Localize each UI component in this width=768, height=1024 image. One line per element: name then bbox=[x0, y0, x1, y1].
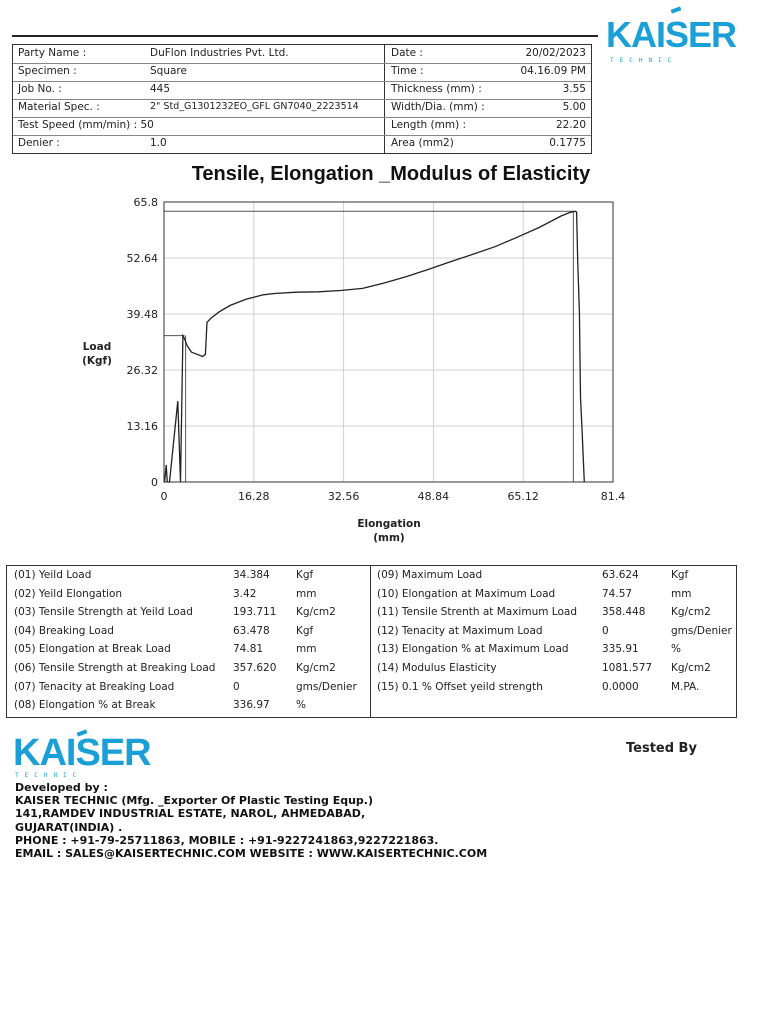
date-label: Date : bbox=[391, 47, 423, 59]
result-value: 193.711 bbox=[233, 606, 277, 619]
denier-value: 1.0 bbox=[150, 137, 167, 149]
result-value: 336.97 bbox=[233, 699, 270, 712]
result-label: (12) Tenacity at Maximum Load bbox=[377, 624, 543, 637]
y-axis-label-line2: (Kgf) bbox=[82, 355, 112, 367]
result-unit: mm bbox=[296, 587, 317, 600]
result-label: (04) Breaking Load bbox=[14, 624, 114, 637]
length-value: 22.20 bbox=[555, 119, 586, 131]
row-job bbox=[13, 81, 591, 99]
result-label: (09) Maximum Load bbox=[377, 569, 483, 581]
result-value: 335.91 bbox=[602, 643, 639, 656]
plot-frame bbox=[164, 202, 613, 482]
x-axis-label-line2: (mm) bbox=[373, 532, 405, 544]
result-unit: Kg/cm2 bbox=[671, 606, 711, 619]
address-line1: 141,RAMDEV INDUSTRIAL ESTATE, NAROL, AHMEDABAD, bbox=[15, 807, 366, 821]
result-label: (10) Elongation at Maximum Load bbox=[377, 587, 556, 600]
result-row bbox=[7, 606, 736, 624]
result-row bbox=[7, 643, 736, 661]
load-curve-line bbox=[164, 211, 584, 482]
footer-logo-sub: TECHNIC bbox=[15, 772, 83, 779]
result-unit: Kgf bbox=[296, 569, 314, 581]
result-label: (03) Tensile Strength at Yeild Load bbox=[14, 606, 193, 619]
header-rule bbox=[12, 35, 598, 37]
test-info-table bbox=[12, 44, 592, 154]
result-value: 34.384 bbox=[233, 569, 270, 581]
width-value: 5.00 bbox=[562, 101, 586, 113]
denier-label: Denier : bbox=[18, 137, 60, 149]
address-line2: GUJARAT(INDIA) . bbox=[15, 820, 123, 834]
developed-by: Developed by : bbox=[15, 781, 108, 794]
result-value: 63.624 bbox=[602, 569, 639, 581]
result-value: 357.620 bbox=[233, 662, 277, 674]
result-row bbox=[7, 588, 736, 606]
width-label: Width/Dia. (mm) : bbox=[391, 101, 485, 113]
row-specimen bbox=[13, 63, 591, 81]
result-unit: mm bbox=[671, 587, 692, 600]
date-value: 20/02/2023 bbox=[525, 47, 586, 59]
result-label: (14) Modulus Elasticity bbox=[377, 662, 497, 674]
result-value: 74.81 bbox=[233, 643, 264, 656]
developer-info bbox=[15, 781, 487, 860]
row-speed bbox=[13, 117, 591, 135]
result-label: (06) Tensile Strength at Breaking Load bbox=[14, 662, 216, 674]
y-tick-label: 65.8 bbox=[133, 196, 158, 209]
result-unit: % bbox=[296, 699, 306, 712]
thickness-value: 3.55 bbox=[562, 83, 586, 95]
result-unit: gms/Denier bbox=[671, 624, 732, 637]
row-material bbox=[13, 99, 591, 117]
result-unit: mm bbox=[296, 643, 317, 656]
y-tick-label: 0 bbox=[151, 476, 158, 489]
result-value: 358.448 bbox=[602, 606, 646, 619]
contact-phone: PHONE : +91-79-25711863, MOBILE : +91-9227241863,9227221863. bbox=[15, 833, 439, 847]
chart-title: Tensile, Elongation _Modulus of Elasticity bbox=[191, 163, 591, 185]
x-tick-label: 32.56 bbox=[327, 490, 360, 503]
result-unit: Kg/cm2 bbox=[296, 606, 336, 619]
header-logo bbox=[606, 12, 737, 72]
result-unit: gms/Denier bbox=[296, 680, 357, 693]
result-row bbox=[7, 569, 736, 587]
speed-label: Test Speed (mm/min) : 50 bbox=[18, 119, 154, 131]
specimen-label: Specimen : bbox=[18, 65, 77, 77]
specimen-value: Square bbox=[150, 65, 187, 77]
area-label: Area (mm2) bbox=[391, 137, 454, 149]
result-label: (11) Tensile Strenth at Maximum Load bbox=[377, 606, 577, 619]
result-unit: M.PA. bbox=[671, 680, 700, 693]
result-label: (13) Elongation % at Maximum Load bbox=[377, 643, 569, 656]
result-label: (05) Elongation at Break Load bbox=[14, 643, 171, 656]
y-tick-label: 13.16 bbox=[126, 420, 158, 433]
logo-sub: TECHNIC bbox=[610, 57, 678, 64]
result-value: 1081.577 bbox=[602, 662, 653, 674]
y-tick-label: 39.48 bbox=[126, 308, 158, 321]
result-value: 63.478 bbox=[233, 624, 270, 637]
tested-by: Tested By bbox=[626, 741, 697, 756]
material-label: Material Spec. : bbox=[18, 101, 100, 113]
result-unit: Kgf bbox=[671, 569, 689, 581]
result-row bbox=[7, 699, 736, 717]
logo-accent-icon bbox=[671, 6, 682, 13]
x-tick-label: 65.12 bbox=[507, 490, 539, 503]
result-value: 0.0000 bbox=[602, 680, 639, 693]
party-label: Party Name : bbox=[18, 47, 87, 59]
y-tick-label: 52.64 bbox=[126, 252, 158, 265]
time-value: 04.16.09 PM bbox=[520, 65, 586, 77]
time-label: Time : bbox=[391, 65, 424, 77]
result-label: (15) 0.1 % Offset yeild strength bbox=[377, 680, 543, 693]
x-axis-label bbox=[330, 517, 448, 545]
result-label: (08) Elongation % at Break bbox=[14, 699, 156, 712]
result-row bbox=[7, 625, 736, 643]
party-value: DuFlon Industries Pvt. Ltd. bbox=[150, 47, 289, 59]
y-tick-label: 26.32 bbox=[126, 364, 158, 377]
result-value: 0 bbox=[602, 624, 609, 637]
result-unit: Kgf bbox=[296, 624, 314, 637]
x-tick-label: 81.4 bbox=[600, 490, 626, 503]
x-tick-label: 16.28 bbox=[238, 490, 270, 503]
result-value: 74.57 bbox=[602, 587, 633, 600]
result-unit: Kg/cm2 bbox=[671, 662, 711, 674]
footer-logo bbox=[13, 728, 151, 783]
job-value: 445 bbox=[150, 83, 171, 95]
logo-brand: KAISER bbox=[606, 14, 737, 55]
load-elongation-chart bbox=[0, 190, 768, 520]
result-label: (07) Tenacity at Breaking Load bbox=[14, 680, 175, 693]
row-denier bbox=[13, 135, 591, 153]
x-tick-label: 0 bbox=[160, 490, 168, 503]
company-name: KAISER TECHNIC (Mfg. _Exporter Of Plastic Testing Equp.) bbox=[15, 794, 374, 808]
length-label: Length (mm) : bbox=[391, 119, 467, 131]
x-axis-label-line1: Elongation bbox=[357, 518, 421, 530]
result-row bbox=[7, 662, 736, 680]
result-unit: % bbox=[671, 643, 681, 656]
row-party bbox=[13, 45, 591, 63]
job-label: Job No. : bbox=[18, 83, 62, 95]
result-label: (01) Yeild Load bbox=[14, 569, 92, 581]
area-value: 0.1775 bbox=[549, 137, 586, 149]
material-value: 2" Std_G1301232EO_GFL GN7040_2223514 bbox=[150, 101, 359, 112]
footer-logo-brand: KAISER bbox=[13, 732, 151, 774]
result-label: (02) Yeild Elongation bbox=[14, 587, 123, 600]
result-unit: Kg/cm2 bbox=[296, 662, 336, 674]
y-axis-label-line1: Load bbox=[82, 341, 112, 353]
result-row bbox=[7, 681, 736, 699]
results-table bbox=[6, 565, 737, 718]
result-value: 0 bbox=[233, 680, 240, 693]
thickness-label: Thickness (mm) : bbox=[391, 83, 482, 95]
contact-email: EMAIL : SALES@KAISERTECHNIC.COM WEBSITE : WWW.KAISERTECHNIC.COM bbox=[15, 847, 488, 861]
result-value: 3.42 bbox=[233, 587, 257, 600]
x-tick-label: 48.84 bbox=[417, 490, 450, 503]
